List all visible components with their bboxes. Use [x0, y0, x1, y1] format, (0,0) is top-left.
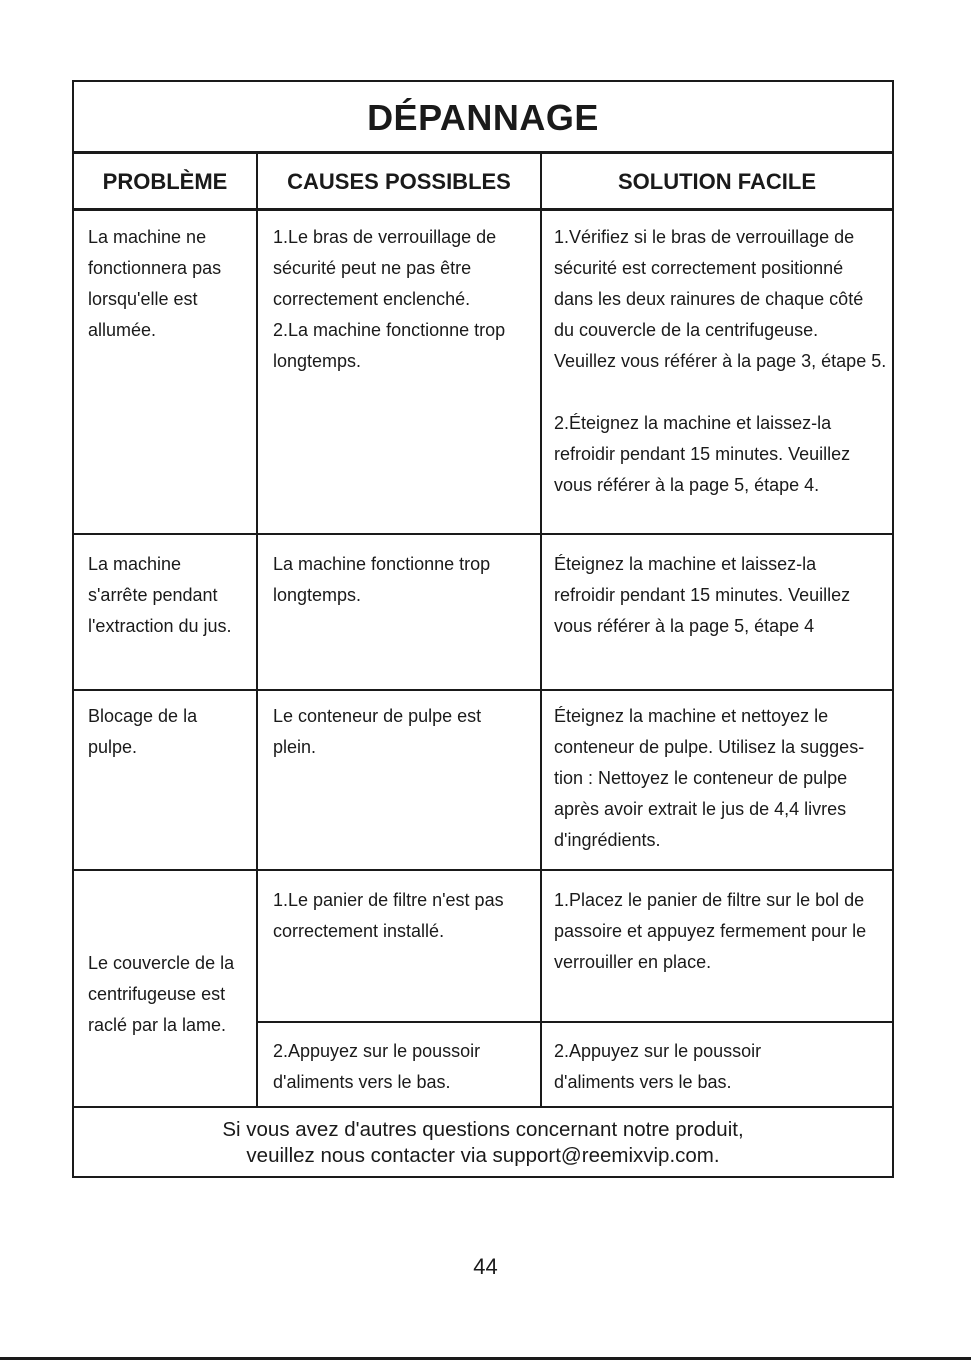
troubleshooting-table: [72, 80, 894, 1178]
solution-cell: Éteignez la machine et nettoyez le conteneur de pulpe. Utilisez la sugges- tion : Nettoyez le conteneur de pulpe après avoir extrait le jus de 4,4 livres d'ingrédients.: [554, 706, 865, 850]
divider: [256, 153, 258, 1108]
page-number: 44: [473, 1254, 498, 1279]
solution-cell: 1.Vérifiez si le bras de verrouillage de sécurité est correctement positionné dans les deux rainures de chaque côté du couvercle de la centrifugeuse. Veuillez vous référer à la page 3, étape 5. 2.Éteignez la machine et laissez-la refroidir pendant 15 minutes. Veuillez vous référer à la page 5, étape 4.: [554, 227, 887, 495]
causes-cell: 2.Appuyez sur le poussoir d'aliments vers le bas.: [273, 1041, 481, 1092]
causes-cell: Le conteneur de pulpe est plein.: [273, 706, 482, 757]
causes-cell: 1.Le panier de filtre n'est pas correctement installé.: [273, 890, 504, 941]
footer-line: Si vous avez d'autres questions concernant notre produit,: [222, 1117, 744, 1141]
problem-cell: Le couvercle de la centrifugeuse est raclé par la lame.: [88, 953, 235, 1035]
divider: [74, 1106, 892, 1108]
causes-cell: La machine fonctionne trop longtemps.: [273, 554, 491, 605]
divider: [74, 151, 892, 154]
header-solution: SOLUTION FACILE: [618, 169, 816, 194]
causes-cell: 1.Le bras de verrouillage de sécurité peut ne pas être correctement enclenché. 2.La machine fonctionne trop longtemps.: [273, 227, 506, 371]
header-causes: CAUSES POSSIBLES: [287, 169, 511, 194]
problem-cell: La machine s'arrête pendant l'extraction du jus.: [88, 554, 232, 636]
bottom-rule: [0, 1357, 971, 1360]
solution-cell: 2.Appuyez sur le poussoir d'aliments vers le bas.: [554, 1041, 762, 1092]
problem-cell: Blocage de la pulpe.: [88, 706, 198, 757]
divider: [74, 533, 892, 535]
divider: [74, 689, 892, 691]
contact-footer: [74, 1109, 892, 1176]
solution-cell: Éteignez la machine et laissez-la refroidir pendant 15 minutes. Veuillez vous référer à la page 5, étape 4: [554, 554, 851, 636]
solution-cell: 1.Placez le panier de filtre sur le bol de passoire et appuyez fermement pour le verrouiller en place.: [554, 890, 867, 972]
divider: [256, 1021, 892, 1023]
problem-cell: La machine ne fonctionnera pas lorsqu'elle est allumée.: [88, 227, 222, 340]
page-title: DÉPANNAGE: [367, 96, 599, 138]
header-problem: PROBLÈME: [102, 169, 228, 194]
divider: [540, 153, 542, 1108]
divider: [74, 869, 892, 871]
footer-line: veuillez nous contacter via support@reemixvip.com.: [246, 1143, 720, 1167]
